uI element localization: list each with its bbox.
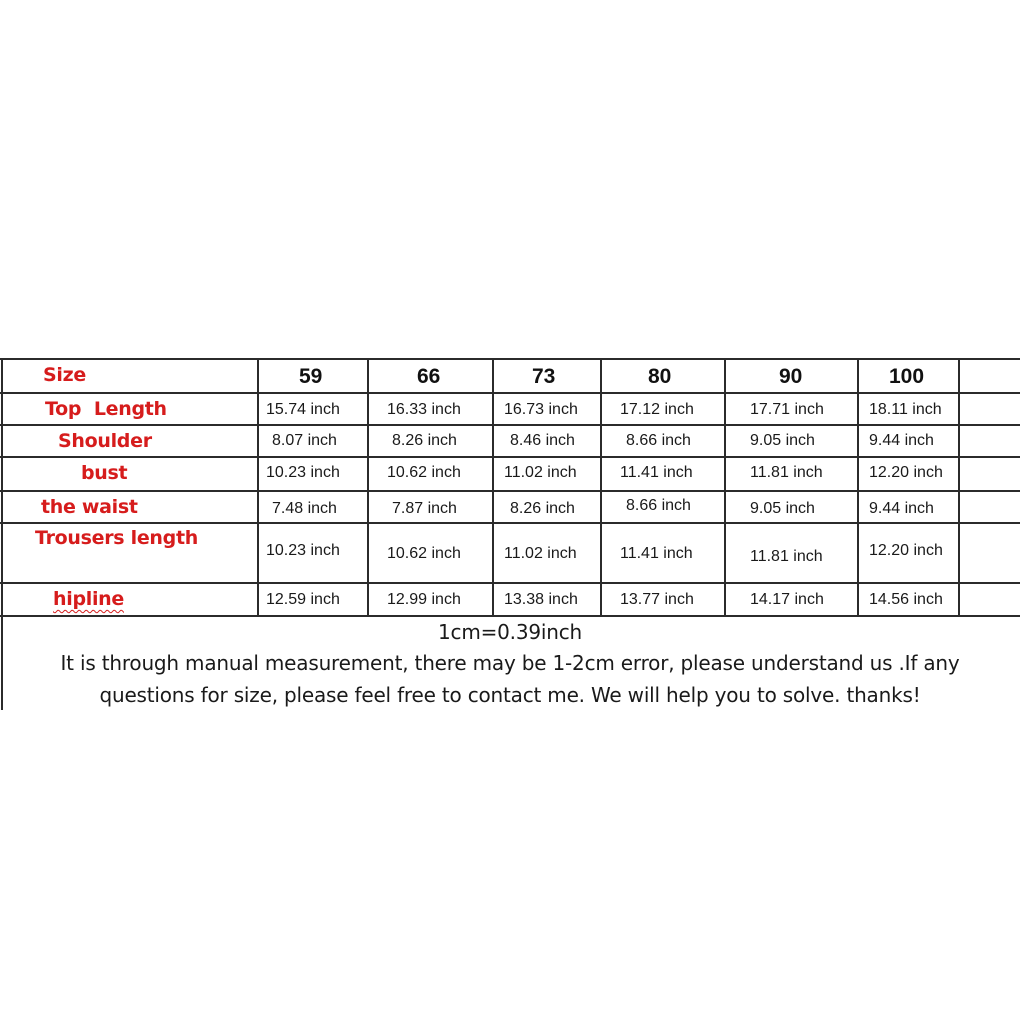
table-cell: 16.33 inch	[387, 401, 461, 418]
table-cell: 10.62 inch	[387, 545, 461, 562]
size-column-header: 59	[299, 365, 323, 388]
table-cell: 9.44 inch	[869, 432, 934, 449]
table-cell: 11.02 inch	[504, 464, 577, 481]
table-cell: 16.73 inch	[504, 401, 578, 418]
table-cell: 11.41 inch	[620, 464, 693, 481]
table-cell: 14.56 inch	[869, 591, 943, 608]
table-cell: 7.87 inch	[392, 500, 457, 517]
column-divider	[724, 358, 726, 617]
table-cell: 8.46 inch	[510, 432, 575, 449]
table-cell: 10.23 inch	[266, 542, 340, 559]
column-divider	[367, 358, 369, 617]
column-divider	[492, 358, 494, 617]
table-cell: 17.12 inch	[620, 401, 694, 418]
table-cell: 7.48 inch	[272, 500, 337, 517]
size-column-header: 73	[532, 365, 556, 388]
table-cell: 12.20 inch	[869, 464, 943, 481]
column-divider	[958, 358, 960, 617]
size-column-header: 90	[779, 365, 803, 388]
table-cell: 18.11 inch	[869, 401, 942, 418]
table-cell: 9.05 inch	[750, 432, 815, 449]
table-cell: 11.81 inch	[750, 464, 823, 481]
table-cell: 8.66 inch	[626, 432, 691, 449]
size-column-header: 80	[648, 365, 672, 388]
conversion-note: 1cm=0.39inch	[438, 620, 582, 644]
table-cell: 13.77 inch	[620, 591, 694, 608]
size-column-header: 100	[889, 365, 925, 388]
row-label-top-length: Top Length	[45, 398, 167, 420]
row-label-trousers-length: Trousers length	[35, 527, 198, 549]
measurement-note-line-1: It is through manual measurement, there may be 1-2cm error, please understand us .If any	[60, 651, 960, 675]
row-divider	[0, 392, 1020, 394]
row-label-the-waist: the waist	[41, 496, 138, 518]
row-label-bust: bust	[81, 462, 128, 484]
table-cell: 15.74 inch	[266, 401, 340, 418]
row-divider	[0, 490, 1020, 492]
row-label-hipline: hipline	[53, 588, 124, 610]
column-divider	[257, 358, 259, 617]
table-cell: 9.05 inch	[750, 500, 815, 517]
row-divider	[0, 615, 1020, 617]
row-divider	[0, 522, 1020, 524]
table-cell: 10.62 inch	[387, 464, 461, 481]
table-cell: 8.07 inch	[272, 432, 337, 449]
size-header-label: Size	[43, 364, 86, 386]
table-cell: 8.66 inch	[626, 497, 691, 514]
table-cell: 12.99 inch	[387, 591, 461, 608]
column-divider	[857, 358, 859, 617]
row-divider	[0, 456, 1020, 458]
measurement-note-line-2: questions for size, please feel free to contact me. We will help you to solve. thanks!	[99, 683, 921, 707]
table-cell: 8.26 inch	[392, 432, 457, 449]
table-cell: 11.41 inch	[620, 545, 693, 562]
table-cell: 17.71 inch	[750, 401, 824, 418]
table-cell: 12.59 inch	[266, 591, 340, 608]
row-divider	[0, 582, 1020, 584]
column-divider	[600, 358, 602, 617]
table-cell: 8.26 inch	[510, 500, 575, 517]
table-cell: 13.38 inch	[504, 591, 578, 608]
table-cell: 14.17 inch	[750, 591, 824, 608]
table-cell: 12.20 inch	[869, 542, 943, 559]
size-column-header: 66	[417, 365, 441, 388]
table-cell: 11.02 inch	[504, 545, 577, 562]
row-label-shoulder: Shoulder	[58, 430, 152, 452]
table-cell: 11.81 inch	[750, 548, 823, 565]
table-border-top	[0, 358, 1020, 360]
row-divider	[0, 424, 1020, 426]
table-cell: 10.23 inch	[266, 464, 340, 481]
table-cell: 9.44 inch	[869, 500, 934, 517]
